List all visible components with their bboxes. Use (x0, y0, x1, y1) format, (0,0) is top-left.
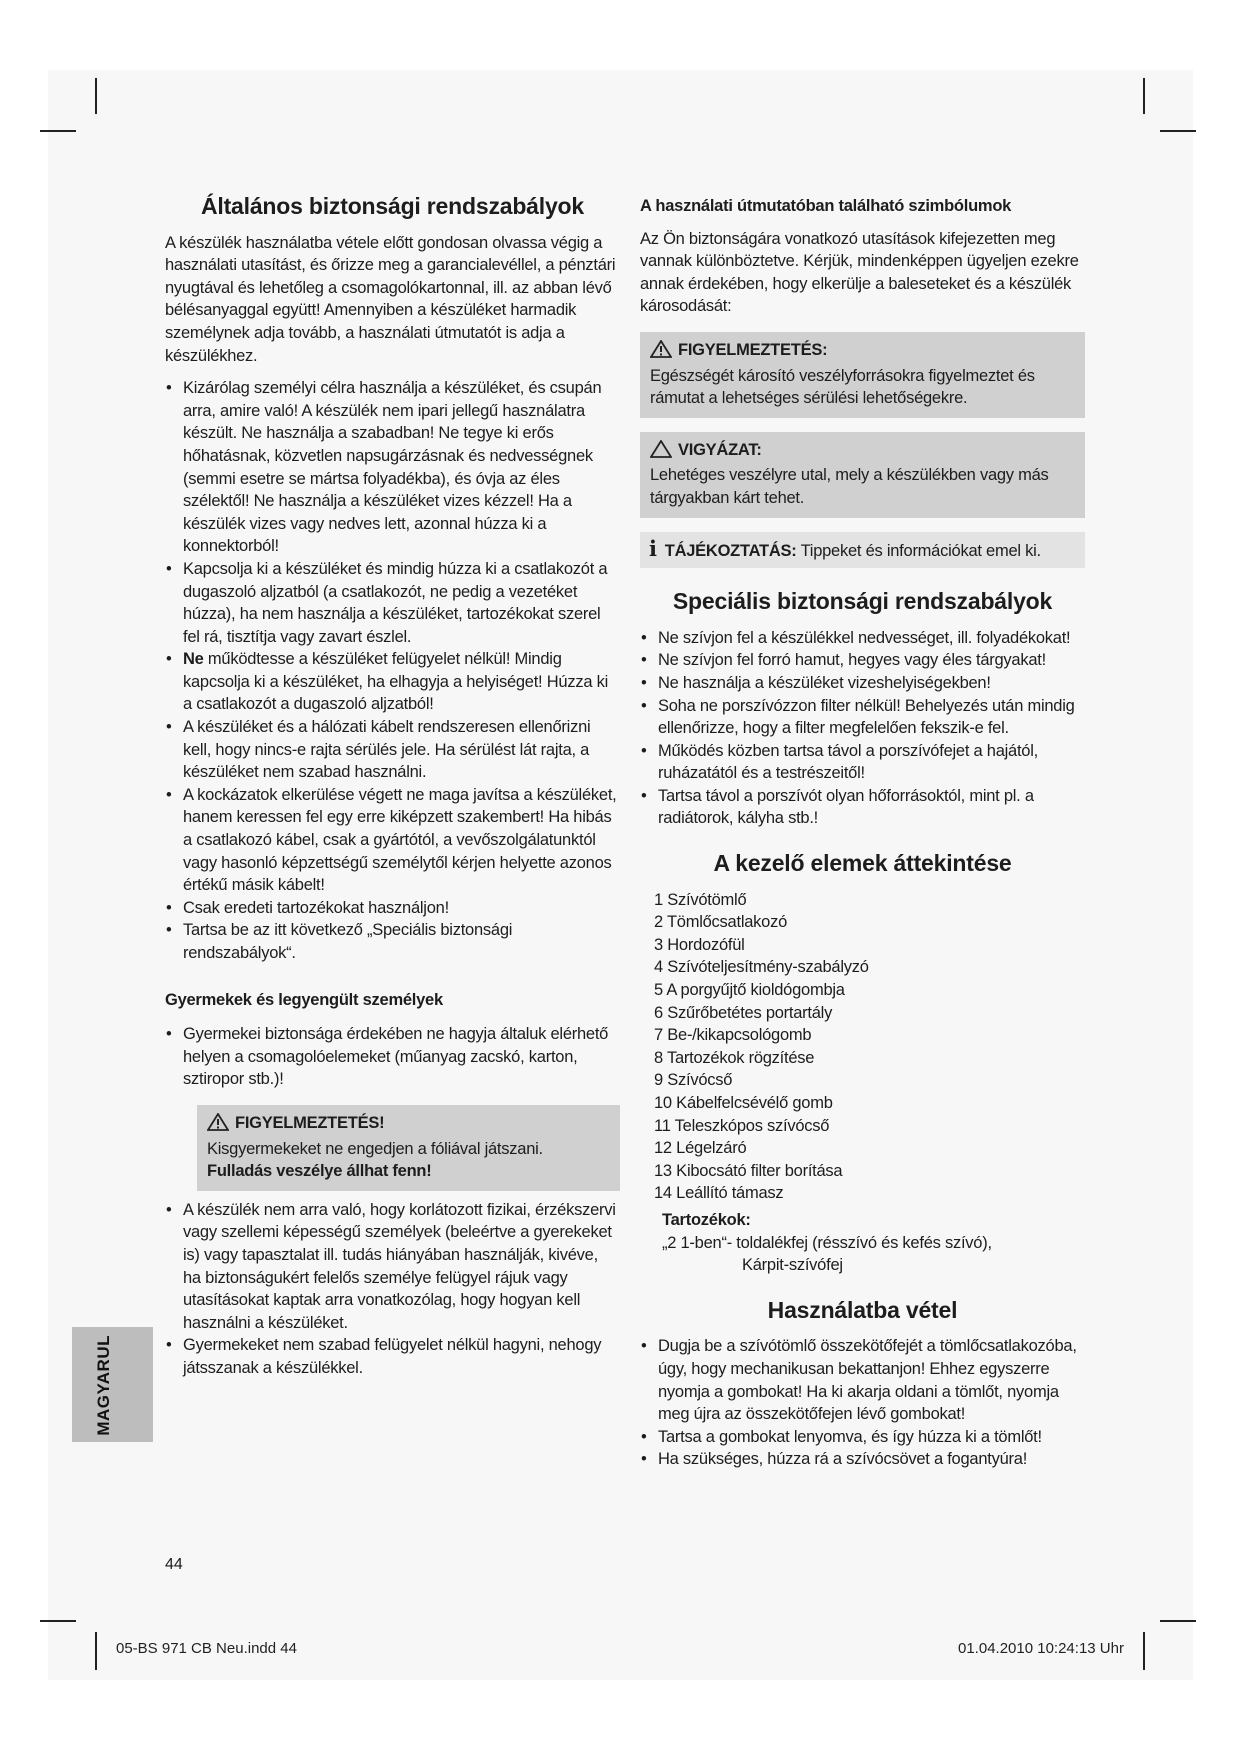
list-item: 10 Kábelfelcsévélő gomb (654, 1094, 833, 1112)
warning-bold: Fulladás veszélye állhat fenn! (207, 1162, 432, 1181)
crop-mark (1160, 130, 1196, 132)
crop-mark (95, 78, 97, 114)
warning-title: FIGYELMEZTETÉS! (235, 1113, 385, 1132)
use-list (640, 1335, 1085, 1471)
children-heading: Gyermekek és legyengült személyek (165, 990, 443, 1009)
capability-list (165, 1199, 620, 1380)
children-list (165, 1023, 620, 1091)
crop-mark (1143, 78, 1145, 114)
footer-file: 05-BS 971 CB Neu.indd 44 (116, 1640, 297, 1657)
caution-text: Lehetéges veszélyre utal, mely a készülékben vagy más tárgyakban kárt tehet. (650, 466, 1049, 507)
list-item: • A kockázatok elkerülése végett ne maga javítsa a készüléket, hanem keressen fel egy erre kiképzett szakembert! Ha hibás a csatlakozó kábel, csak a gyártótól, a vevőszolgálatunktól vagy hasonló képzettségű személytől kérjen helyette azonos értékű másik kábelt! (165, 784, 620, 897)
list-item: • Soha ne porszívózzon filter nélkül! Behelyezés után mindig ellenőrizze, hogy a filter megfelelően fekszik-e fel. (640, 695, 1085, 740)
warning-title-row (207, 1112, 611, 1138)
use-title: Használatba vétel (767, 1296, 958, 1323)
caution-title: VIGYÁZAT: (678, 440, 762, 459)
warning-title-row (650, 339, 1076, 365)
list-item: 6 Szűrőbetétes portartály (654, 1003, 833, 1022)
list-item: 13 Kibocsátó filter borítása (654, 1161, 843, 1180)
warning-text: Kisgyermekeket ne engedjen a fóliával játszani. (207, 1139, 543, 1158)
footer-date: 01.04.2010 10:24:13 Uhr (958, 1640, 1124, 1657)
list-item: • A készülék nem arra való, hogy korlátozott fizikai, érzékszervi vagy szellemi képességű személyek (beleértve a gyerekeket is) vagy tapasztalat ill. tudás hiányában használják, kivéve, ha biztonságukért felelős személye felügyel rájuk vagy utasításokat kaptak arra vonatkozólag, hogy hogyan kell használni a készüléket. (165, 1199, 620, 1335)
list-item: • Tartsa távol a porszívót olyan hőforrásoktól, mint pl. a radiátorok, kályha stb.! (640, 785, 1085, 830)
list-item: 1 Szívótömlő (654, 890, 747, 909)
general-safety-title: Általános biztonsági rendszabályok (200, 193, 584, 219)
accessories-line-1: „2 1-ben“- toldalékfej (résszívó és kefés szívó), (662, 1233, 992, 1252)
list-item: • A készüléket és a hálózati kábelt rendszeresen ellenőrizni kell, hogy nincs-e rajta sérülés jele. Ha sérülést lát rajta, a készüléket nem szabad használni. (165, 716, 620, 784)
right-column (640, 195, 1085, 1471)
list-item: 5 A porgyűjtő kioldógombja (654, 981, 845, 1000)
list-item: • Ne használja a készüléket vizeshelyiségekben! (640, 672, 1085, 695)
crop-mark (40, 130, 76, 132)
language-label: MAGYARUL (94, 1335, 113, 1436)
info-text: Tippeket és információkat emel ki. (796, 541, 1041, 560)
list-item: 4 Szívóteljesítmény-szabályzó (654, 958, 869, 977)
caution-triangle-icon (650, 440, 672, 465)
page-number: 44 (165, 1556, 183, 1573)
list-item: • Kapcsolja ki a készüléket és mindig húzza ki a csatlakozót a dugaszoló aljzatból (a csatlakozót, ne pedig a vezetéket húzza), ha nem használja a készüléket, tartozékokat szerel fel rá, tisztítja vagy zavart észlel. (165, 558, 620, 648)
accessories-block (640, 1209, 1085, 1277)
crop-mark (1143, 1632, 1145, 1670)
safety-list (165, 377, 620, 964)
list-item: • Ne szívjon fel forró hamut, hegyes vagy éles tárgyakat! (640, 649, 1085, 672)
warning-box (640, 332, 1085, 418)
symbols-intro: Az Ön biztonságára vonatkozó utasítások kifejezetten meg vannak különböztetve. Kérjük, mindenképpen ügyeljen ezekre annak érdekében, hogy elkerülje a baleseteket és a készülék károsodását: (640, 229, 1079, 316)
special-list (640, 627, 1085, 830)
list-item: • Ha szükséges, húzza rá a szívócsövet a fogantyúra! (640, 1448, 1085, 1471)
crop-mark (1160, 1620, 1196, 1622)
intro-paragraph: A készülék használatba vétele előtt gondosan olvassa végig a használati utasítást, és őrizze meg a garancialevéllel, a pénztári nyugtával és lehetőleg a csomagolókartonnal, ill. az abban lévő bélésanyaggal együtt! Amennyiben a készüléket harmadik személynek adja tovább, a használati útmutatót is adja a készülékhez. (165, 233, 616, 365)
list-item: • Tartsa be az itt következő „Speciális biztonsági rendszabályok“. (165, 919, 620, 964)
list-item: 11 Teleszkópos szívócső (654, 1116, 830, 1135)
caution-box (640, 432, 1085, 518)
warning-triangle-icon (650, 340, 672, 365)
language-tab (72, 1327, 153, 1442)
list-item: • Tartsa a gombokat lenyomva, és így húzza ki a tömlőt! (640, 1426, 1085, 1449)
list-item: 3 Hordozófül (654, 935, 745, 954)
crop-mark (40, 1620, 76, 1622)
warning-text: Egészségét károsító veszélyforrásokra figyelmeztet és rámutat a lehetséges sérülési lehetőségekre. (650, 366, 1035, 408)
list-item: • Kizárólag személyi célra használja a készüléket, és csupán arra, amire való! A készülék nem ipari jellegű használatra készült. Ne használja a szabadban! Ne tegye ki erős hőhatásnak, közvetlen napsugárzásnak és nedvességnek (semmi esetre se mártsa folyadékba), és óvja az éles szélektől! Ne használja a készüléket vizes kézzel! Ha a készülék vizes vagy nedves lett, azonnal húzza ki a konnektorból! (165, 377, 620, 558)
accessories-line-2: Kárpit-szívófej (742, 1256, 843, 1275)
list-item: • Gyermekeket nem szabad felügyelet nélkül hagyni, nehogy játsszanak a készülékkel. (165, 1334, 620, 1379)
warning-triangle-icon (207, 1113, 229, 1138)
list-item: 7 Be-/kikapcsológomb (654, 1026, 812, 1045)
ne-rest: működtesse a készüléket felügyelet nélkül! Mindig kapcsolja ki a készüléket, ha elhagyja a helyiséget! Húzza ki a csatlakozót a dugaszoló aljzatból! (183, 650, 608, 714)
list-item: 14 Leállító támasz (654, 1184, 784, 1203)
list-item: • Csak eredeti tartozékokat használjon! (165, 897, 620, 920)
warning-body (207, 1138, 611, 1183)
parts-list (640, 889, 1085, 1205)
caution-title-row (650, 439, 1076, 465)
list-item (165, 648, 620, 716)
left-column (165, 195, 620, 1380)
crop-mark (95, 1632, 97, 1670)
ne-bold: Ne (183, 650, 204, 669)
list-item: 12 Légelzáró (654, 1139, 747, 1158)
symbols-heading: A használati útmutatóban található szimbólumok (640, 197, 1012, 215)
list-item: • Működés közben tartsa távol a porszívófejet a hajától, ruházatától és a testrészeitől! (640, 740, 1085, 785)
list-item: 8 Tartozékok rögzítése (654, 1048, 815, 1067)
info-label: TÁJÉKOZTATÁS: (664, 541, 797, 560)
list-item: 9 Szívócső (654, 1071, 733, 1090)
accessories-heading: Tartozékok: (662, 1210, 751, 1229)
list-item: • Gyermekei biztonsága érdekében ne hagyja általuk elérhető helyen a csomagolóelemeket (műanyag zacskó, karton, sztiropor stb.)! (165, 1023, 620, 1091)
child-warning-box (197, 1105, 620, 1191)
list-item: • Dugja be a szívótömlő összekötőfejét a tömlőcsatlakozóba, úgy, hogy mechanikusan bekattanjon! Ehhez egyszerre nyomja a gombokat! Ha ki akarja oldani a tömlőt, nyomja meg újra az összekötőfejen lévő gombokat! (640, 1335, 1085, 1425)
list-item: 2 Tömlőcsatlakozó (654, 913, 788, 932)
special-safety-title: Speciális biztonsági rendszabályok (672, 588, 1053, 615)
controls-title: A kezelő elemek áttekintése (713, 850, 1012, 877)
info-box (640, 532, 1085, 569)
info-icon: i (649, 535, 657, 561)
warning-title: FIGYELMEZTETÉS: (678, 340, 828, 359)
list-item: • Ne szívjon fel a készülékkel nedvességet, ill. folyadékokat! (640, 627, 1085, 650)
